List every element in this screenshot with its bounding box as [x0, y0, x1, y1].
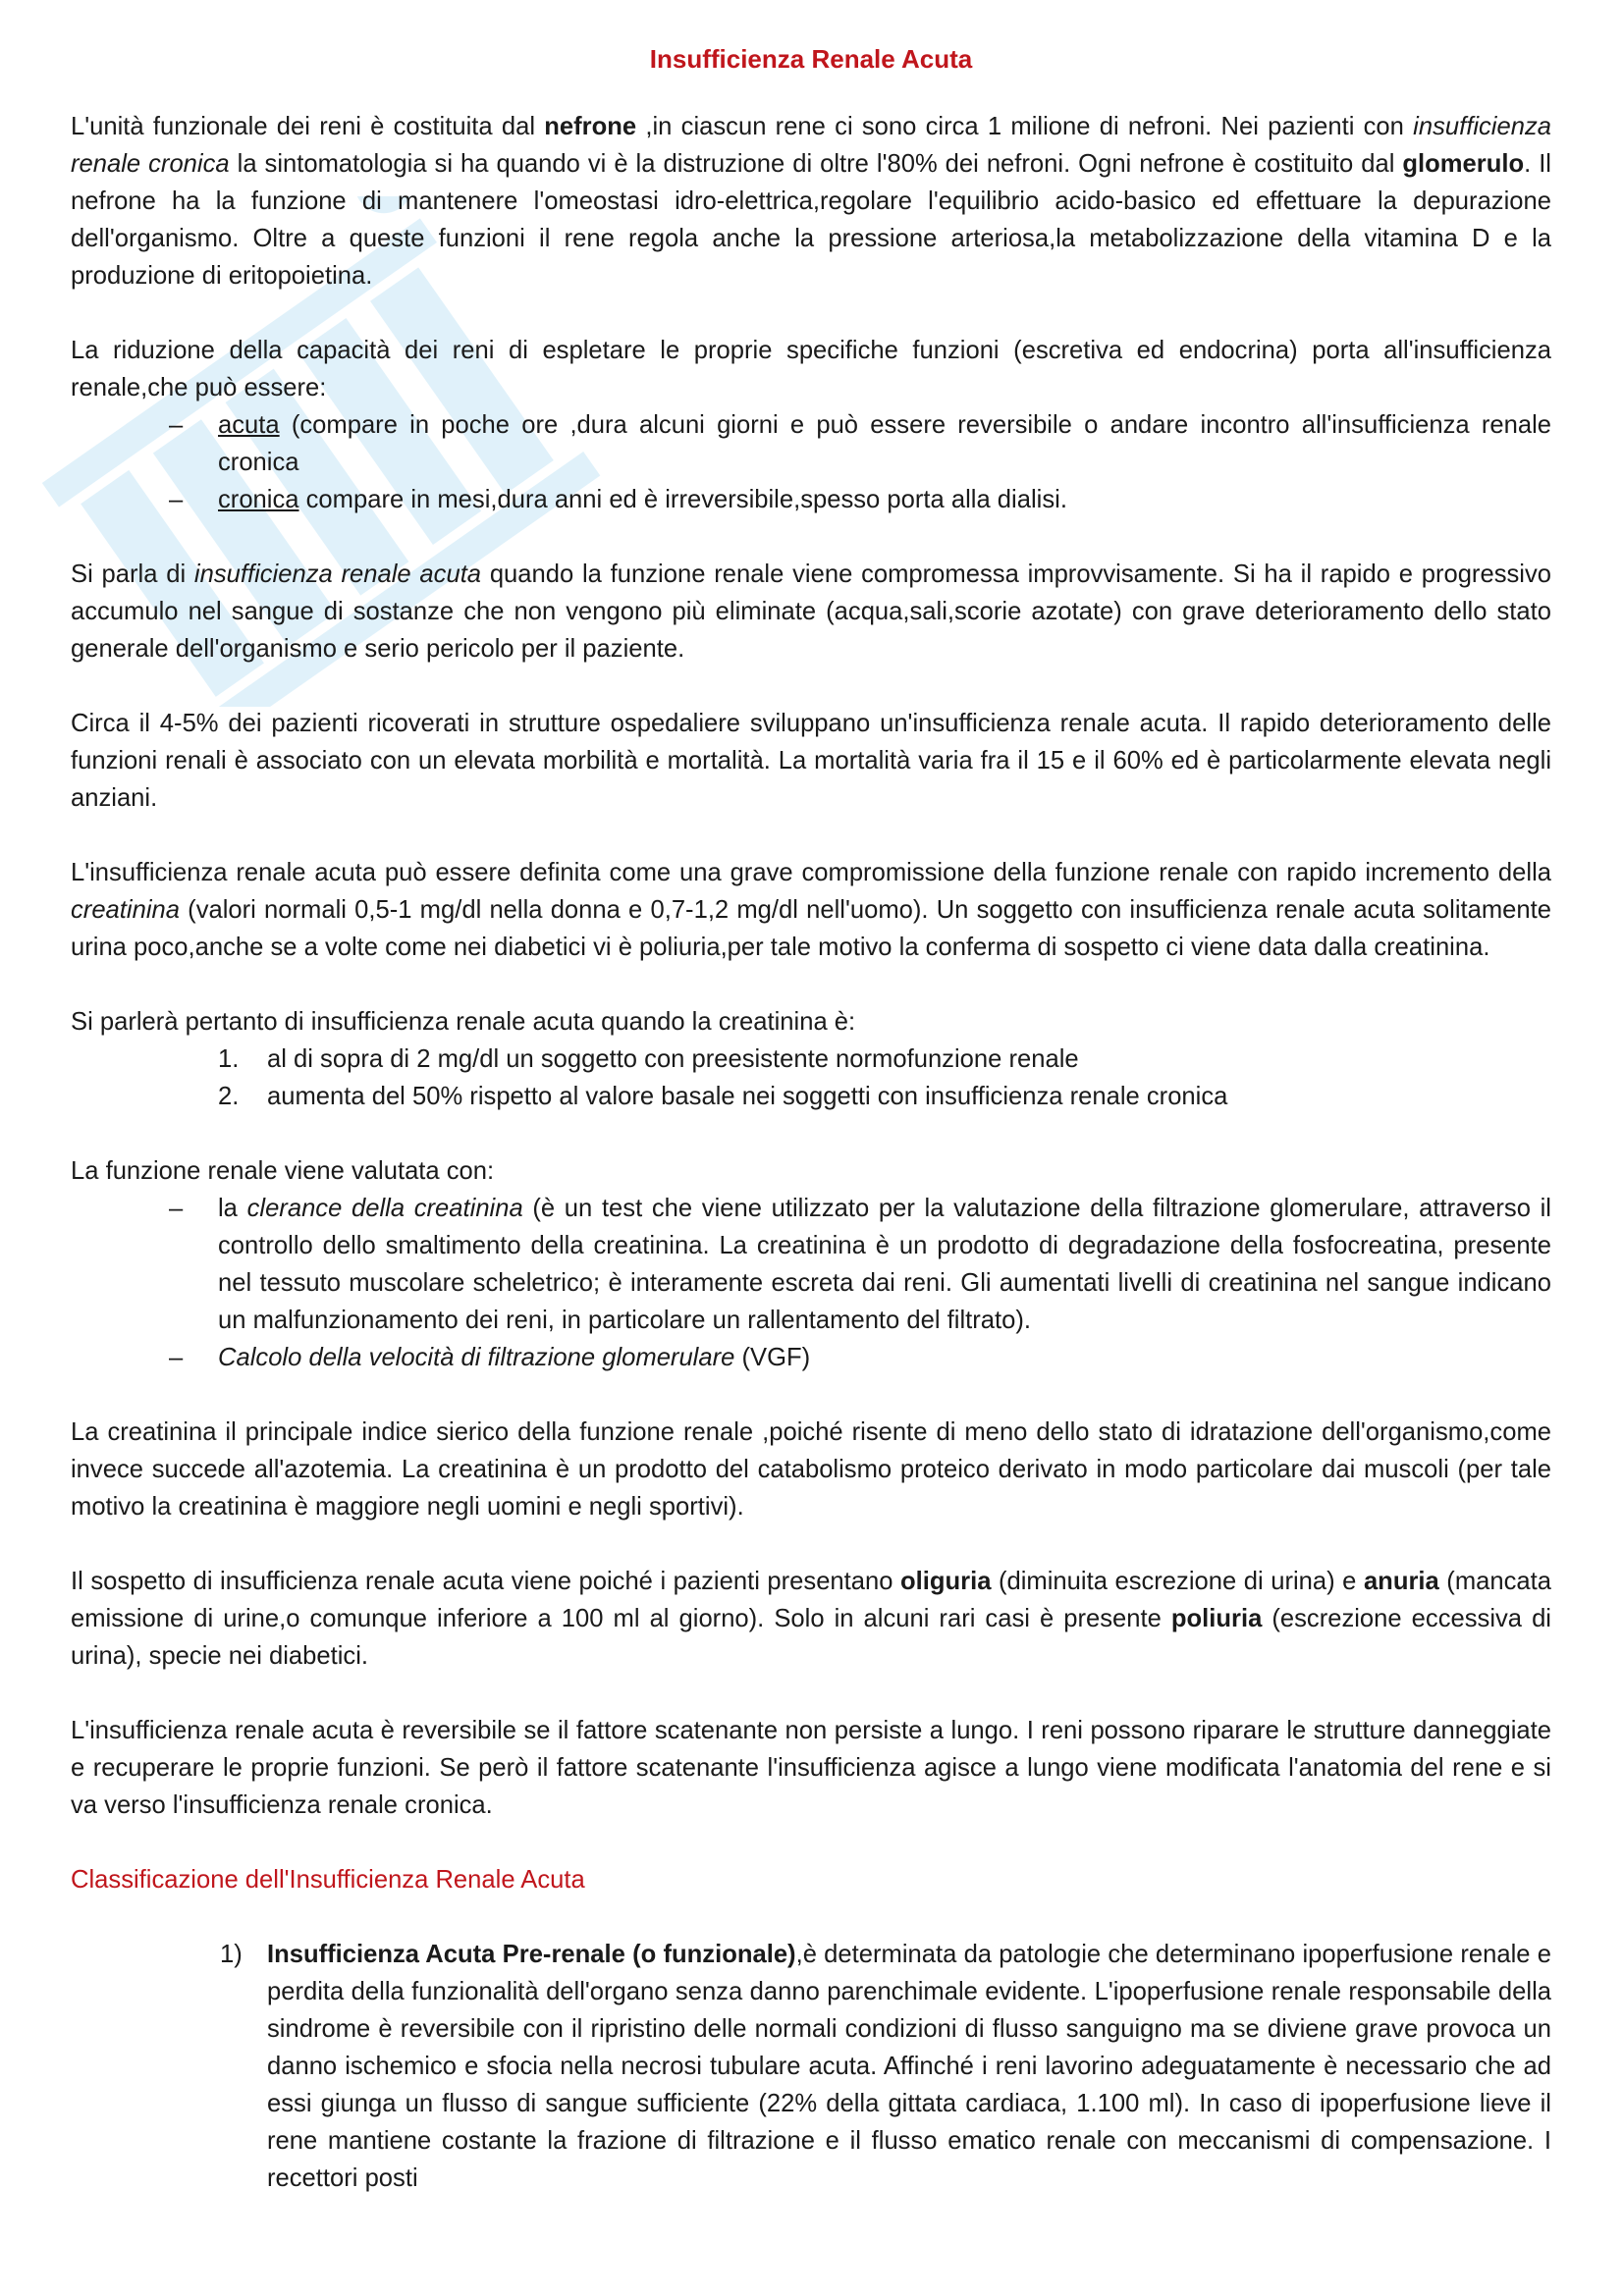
list-item [71, 1190, 1551, 1339]
term-clearance: clerance della creatinina [246, 1195, 523, 1222]
text-run: (valori normali 0,5-1 mg/dl nella donna e 0,7-1,2 mg/dl nell'uomo). Un soggetto con insufficienza renale acuta solitamente urina poco,anche se a volte come nei diabetici vi è poliuria,per tale motivo la conferma di sospetto ci viene data dalla creatinina. [71, 896, 1551, 961]
list-item [71, 1936, 1551, 2197]
text-run: ,è determinata da patologie che determinano ipoperfusione renale e perdita della funzionalità dell'organo senza danno parenchimale evidente. L'ipoperfusione renale responsabile della sindrome è reversibile con il ripristino delle normali condizioni di flusso sanguigno ma se diviene grave provoca un danno ischemico e sfocia nella necrosi tubulare acuta. Affinché i reni lavorino adeguatamente è necessario che ad essi giunga un flusso di sangue sufficiente (22% della gittata cardiaca, 1.100 ml). In caso di ipoperfusione lieve il rene mantiene costante la frazione di filtrazione e il flusso ematico renale con meccanismi di compensazione. I recettori posti [267, 1941, 1551, 2192]
dash-list-valutazione [71, 1190, 1551, 1376]
list-item [71, 1041, 1551, 1078]
paragraph-intro: La funzione renale viene valutata con: [71, 1157, 495, 1185]
term-ira: insufficienza renale acuta [193, 561, 482, 588]
dash-marker: – [169, 486, 184, 513]
text-run: (diminuita escrezione di urina) e [991, 1568, 1364, 1595]
text-run: L'insufficienza renale acuta può essere definita come una grave compromissione della funzione renale con rapido incremento della [71, 859, 1551, 886]
text-run: (è un test che viene utilizzato per la valutazione della filtrazione glomerulare, attraverso il controllo dello smaltimento della creatinina. La creatinina è un prodotto di degradazione della fosfocreatina, presente nel tessuto muscolare scheletrico; è interamente escreta dai reni. Gli aumentati livelli di creatinina nel sangue indicano un malfunzionamento dei reni, in particolare un rallentamento del filtrato). [218, 1195, 1551, 1334]
text-run: (VGF) [734, 1344, 811, 1371]
paragraph-criteri [71, 1003, 1551, 1115]
paragraph-intro: Si parlerà pertanto di insufficienza renale acuta quando la creatinina è: [71, 1008, 856, 1036]
list-number: 2. [218, 1083, 240, 1110]
text-run: la sintomatologia si ha quando vi è la distruzione di oltre l'80% dei nefroni. Ogni nefrone è costituito dal [229, 150, 1403, 178]
text-run: L'unità funzionale dei reni è costituita dal [71, 113, 545, 140]
dash-marker: – [169, 411, 184, 439]
paragraph-indice-sierico: La creatinina il principale indice sierico della funzione renale ,poiché risente di meno dello stato di idratazione dell'organismo,come invece succede all'azotemia. La creatinina è un prodotto del catabolismo proteico derivato in modo particolare dai muscoli (per tale motivo la creatinina è maggiore negli uomini e negli sportivi). [71, 1418, 1551, 1521]
text-run: al di sopra di 2 mg/dl un soggetto con preesistente normofunzione renale [267, 1045, 1079, 1073]
list-item [71, 481, 1551, 518]
term-pre-renale: Insufficienza Acuta Pre-renale (o funzionale) [267, 1941, 796, 1968]
list-item [71, 406, 1551, 481]
document-body [71, 39, 1551, 2197]
text-run: compare in mesi,dura anni ed è irreversibile,spesso porta alla dialisi. [298, 486, 1067, 513]
paragraph-definizione [71, 556, 1551, 667]
list-number: 1) [220, 1941, 243, 1968]
text-run: Si parla di [71, 561, 194, 588]
classification-list [71, 1936, 1551, 2197]
text-run: Il sospetto di insufficienza renale acuta viene poiché i pazienti presentano [71, 1568, 901, 1595]
dash-marker: – [169, 1344, 184, 1371]
paragraph-riduzione [71, 332, 1551, 518]
term-acuta: acuta [218, 411, 280, 439]
section-heading: Classificazione dell'Insufficienza Renale Acuta [71, 1866, 585, 1894]
text-run: ,in ciascun rene ci sono circa 1 milione di nefroni. Nei pazienti con [636, 113, 1414, 140]
term-oliguria: oliguria [900, 1568, 992, 1595]
numbered-list-criteri [71, 1041, 1551, 1115]
term-vgf: Calcolo della velocità di filtrazione glomerulare [218, 1344, 735, 1371]
list-number: 1. [218, 1045, 240, 1073]
dash-list-types [71, 406, 1551, 518]
term-anuria: anuria [1363, 1568, 1439, 1595]
paragraph-sospetto [71, 1563, 1551, 1675]
list-item [71, 1339, 1551, 1376]
page-title: Insufficienza Renale Acuta [649, 44, 973, 74]
text-run: . Il nefrone ha la funzione di mantenere l'omeostasi idro-elettrica,regolare l'equilibrio acido-basico ed effettuare la depurazione dell'organismo. Oltre a queste funzioni il rene regola anche la pressione arteriosa,la metabolizzazione della vitamina D e la produzione di eritopoietina. [71, 150, 1551, 290]
list-item [71, 1078, 1551, 1115]
term-creatinina: creatinina [71, 896, 180, 924]
paragraph-intro: La riduzione della capacità dei reni di espletare le proprie specifiche funzioni (escretiva ed endocrina) porta all'insufficienza renale,che può essere: [71, 337, 1551, 401]
text-run: quando la funzione renale viene compromessa improvvisamente. Si ha il rapido e progressivo accumulo nel sangue di sostanze che non vengono più eliminate (acqua,sali,scorie azotate) con grave deterioramento dello stato generale dell'organismo e serio pericolo per il paziente. [71, 561, 1552, 663]
term-nefrone: nefrone [544, 113, 637, 140]
paragraph-valutazione [71, 1152, 1551, 1376]
text-run: (mancata emissione di urine,o comunque inferiore a 100 ml al giorno). Solo in alcuni rari casi è presente [71, 1568, 1551, 1632]
paragraph-creatinina [71, 854, 1551, 966]
term-glomerulo: glomerulo [1402, 150, 1525, 178]
paragraph-nefrone [71, 108, 1551, 294]
paragraph-statistiche: Circa il 4-5% dei pazienti ricoverati in strutture ospedaliere sviluppano un'insufficienza renale acuta. Il rapido deterioramento delle funzioni renali è associato con un elevata morbilità e mortalità. La mortalità varia fra il 15 e il 60% ed è particolarmente elevata negli anziani. [71, 710, 1551, 812]
text-run: (compare in poche ore ,dura alcuni giorni e può essere reversibile o andare incontro all'insufficienza renale cronica [218, 411, 1551, 476]
term-insufficienza-cronica: insufficienza renale cronica [71, 113, 1551, 178]
term-cronica: cronica [218, 486, 299, 513]
dash-marker: – [169, 1195, 184, 1222]
text-run: la [218, 1195, 247, 1222]
term-poliuria: poliuria [1170, 1605, 1263, 1632]
text-run: (escrezione eccessiva di urina), specie nei diabetici. [71, 1605, 1551, 1670]
text-run: aumenta del 50% rispetto al valore basale nei soggetti con insufficienza renale cronica [267, 1083, 1228, 1110]
paragraph-reversibilita: L'insufficienza renale acuta è reversibile se il fattore scatenante non persiste a lungo. I reni possono riparare le strutture danneggiate e recuperare le proprie funzioni. Se però il fattore scatenante l'insufficienza agisce a lungo viene modificata l'anatomia del rene e si va verso l'insufficienza renale cronica. [71, 1717, 1551, 1819]
